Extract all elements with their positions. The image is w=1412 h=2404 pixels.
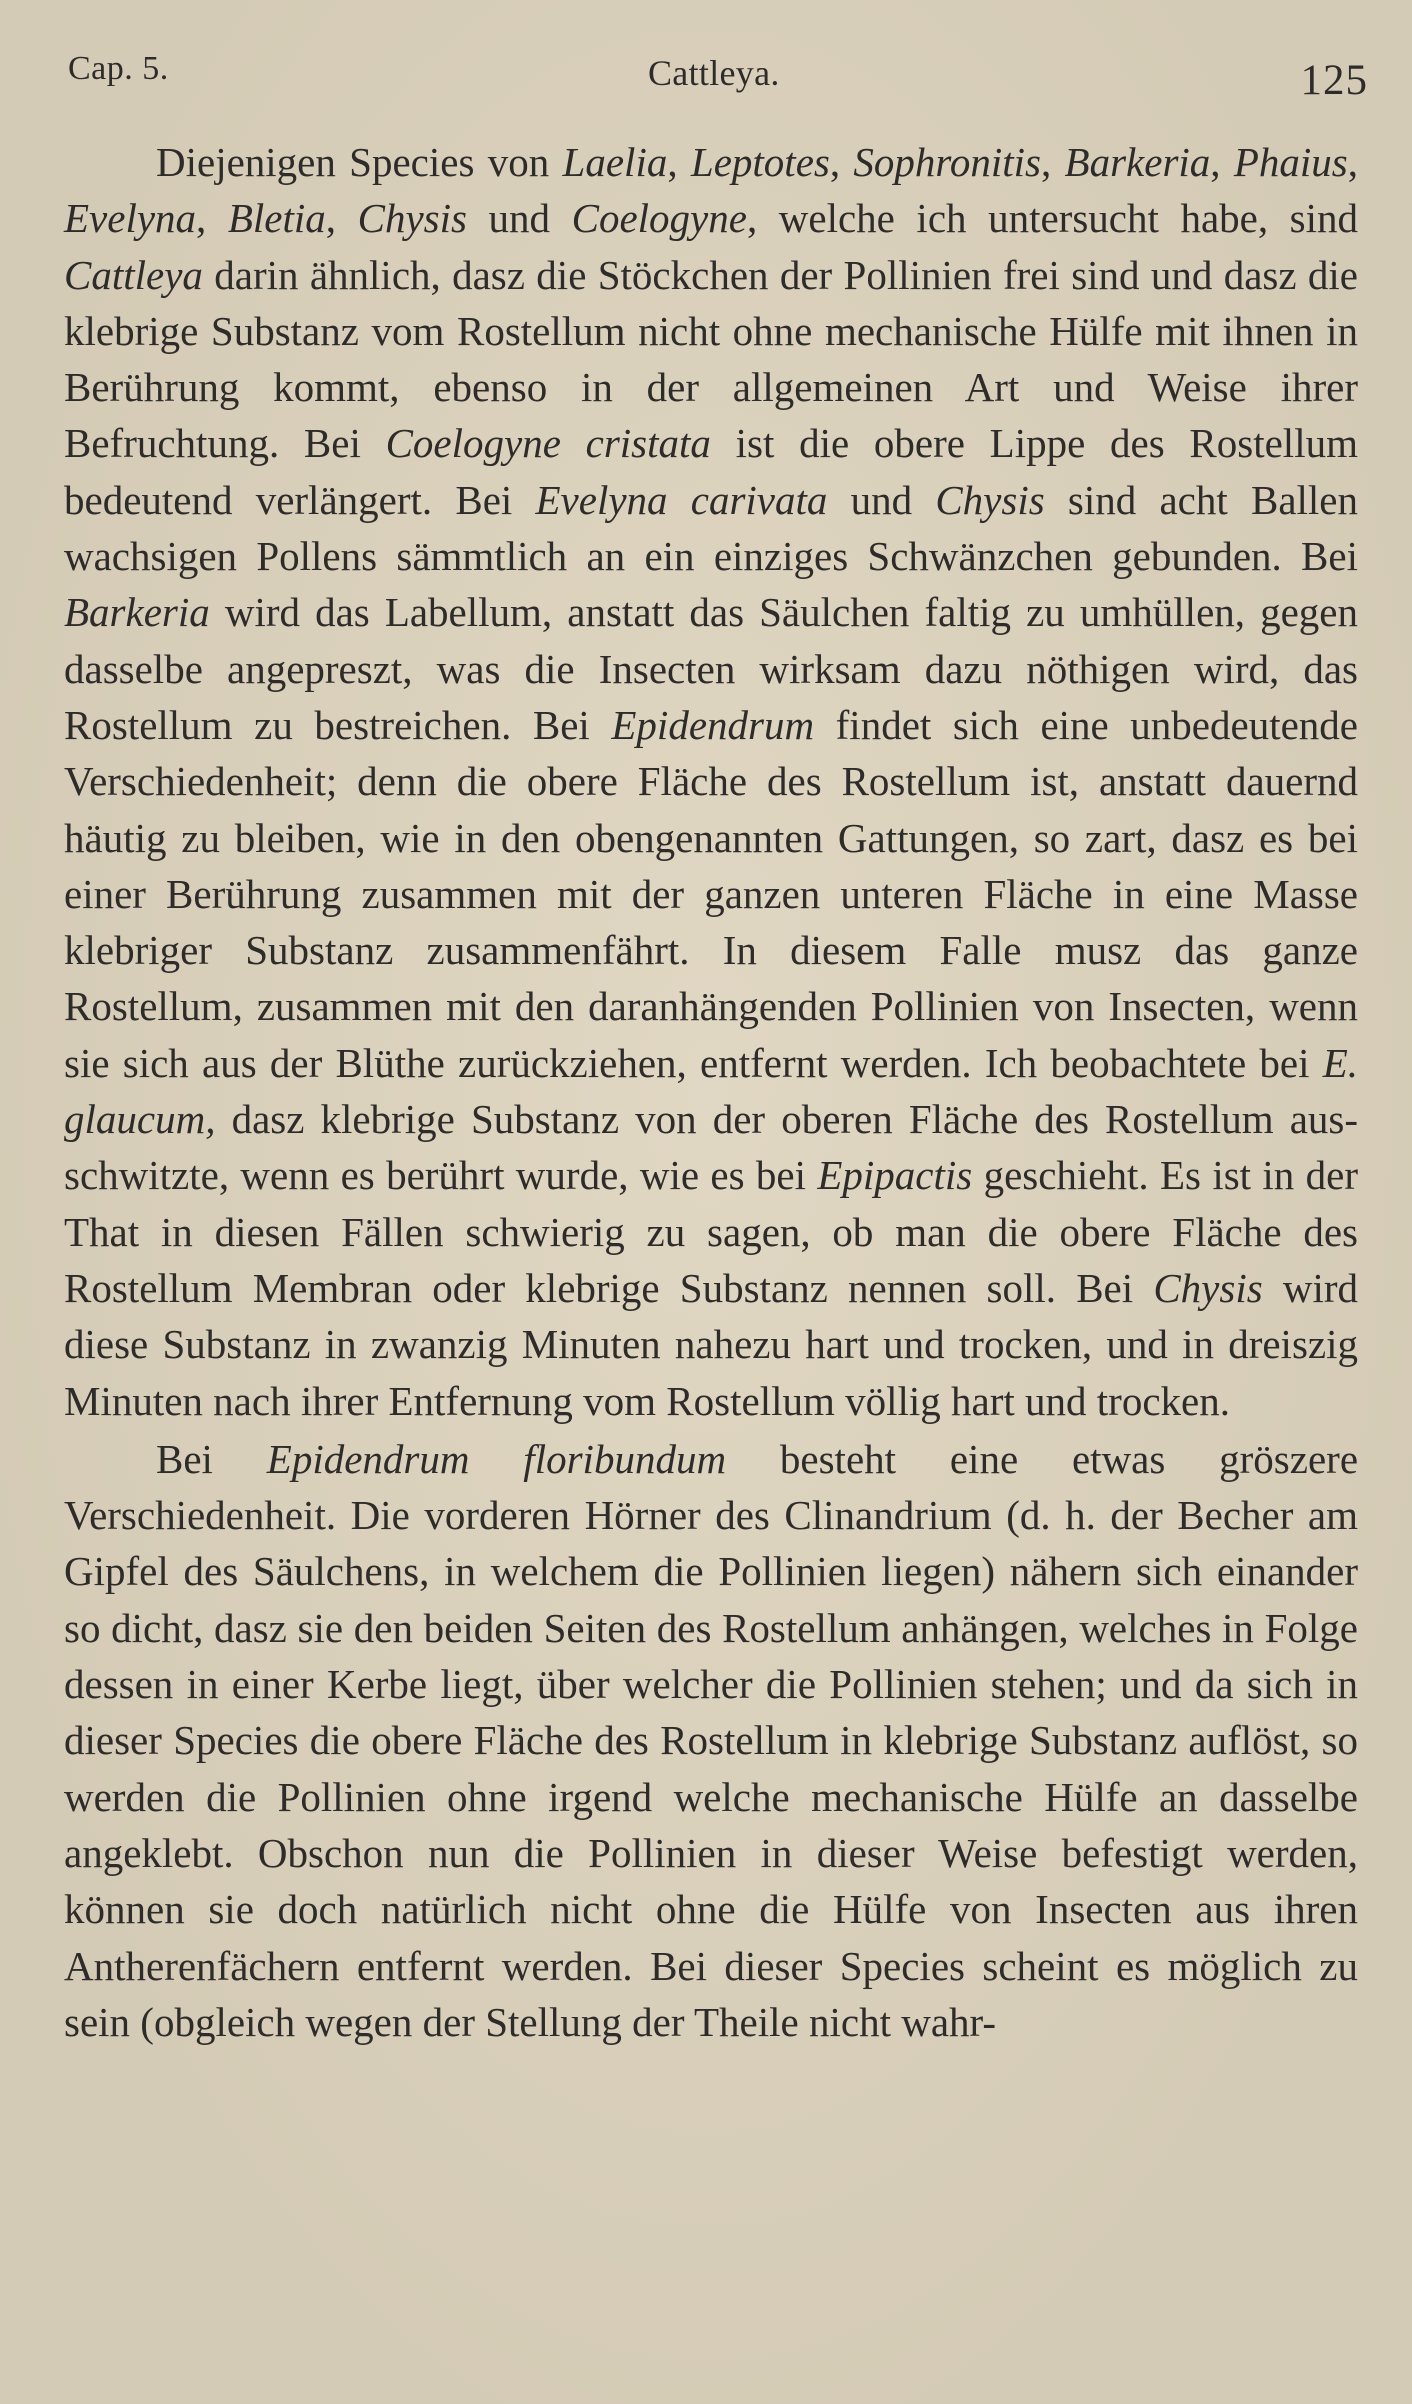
italic-term: Leptotes bbox=[690, 139, 830, 185]
text-run: , bbox=[829, 139, 854, 185]
text-run: findet sich eine unbedeutende Verschiedenheit; denn die obere Fläche des Rostellum ist, anstatt dauernd häutig zu bleiben, wie in den obengenannten Gattungen, so zart, dasz es bei einer Berührung zusammen mit der ganzen unteren Fläche in eine Masse klebriger Substanz zusammenfährt. In diesem Falle musz das ganze Rostellum, zusammen mit den daranhängenden Pollinien von Insecten, wenn sie sich aus der Blüthe zurückziehen, entfernt werden. Ich beobachtete bei bbox=[64, 701, 1358, 1086]
italic-term: Coelogyne bbox=[571, 195, 747, 242]
text-run: besteht eine etwas gröszere Verschiedenheit. Die vorderen Hörner des Clinandrium (d. h. der Becher am Gipfel des Säulchens, in welchem die Pollinien liegen) nähern sich einander so dicht, dasz sie den beiden Seiten des Rostellum anhängen, welches in Folge dessen in einer Kerbe liegt, über welcher die Pollinien stehen; und da sich in dieser Species die obere Fläche des Rostellum in klebrige Substanz auflöst, so werden die Pollinien ohne irgend welche mechanische Hülfe an dasselbe angeklebt. Obschon nun die Pollinien in dieser Weise befestigt werden, können sie doch natürlich nicht ohne die Hülfe von Insecten aus ihren Antherenfächern entfernt werden. Bei dieser Species scheint es möglich zu sein (obgleich wegen der Stellung der Theile nicht wahr- bbox=[64, 1435, 1359, 2045]
italic-term: Coelogyne cristata bbox=[385, 420, 711, 467]
body-text bbox=[64, 134, 1358, 2050]
chapter-label: Cap. 5. bbox=[68, 50, 169, 87]
text-run: geschieht. Es ist in der That in diesen Fällen schwierig zu sagen, ob man die obere Fläche des Rostellum Membran oder klebrige Substanz nennen soll. Bei bbox=[64, 1152, 1358, 1311]
text-run: und bbox=[827, 476, 936, 523]
paragraph-2 bbox=[64, 1431, 1358, 2050]
text-run: dasz klebrige Substanz von der oberen Fläche des Rostellum aus-schwitzte, wenn es berührt wurde, wie es bei bbox=[64, 1096, 1358, 1199]
italic-term: Chysis bbox=[1153, 1264, 1263, 1311]
italic-term: Bletia bbox=[227, 195, 326, 242]
italic-term: E. glaucum, bbox=[64, 1039, 1358, 1143]
text-run: wird das Labellum, anstatt das Säulchen faltig zu umhüllen, gegen dasselbe angepreszt, was die Insecten wirksam dazu nöthigen wird, das Rostellum zu bestreichen. Bei bbox=[64, 589, 1358, 748]
italic-term: Chysis bbox=[935, 476, 1045, 523]
text-run: und bbox=[466, 195, 572, 242]
italic-term: Barkeria bbox=[64, 589, 210, 636]
text-run: , bbox=[196, 195, 228, 242]
page-number: 125 bbox=[1300, 57, 1368, 104]
running-header bbox=[68, 44, 1368, 104]
italic-term: Cattleya bbox=[64, 251, 203, 298]
text-run: , welche ich untersucht habe, sind bbox=[746, 195, 1359, 242]
italic-term: Barkeria bbox=[1064, 139, 1211, 185]
italic-term: Epidendrum bbox=[611, 701, 815, 748]
italic-term: Evelyna carivata bbox=[535, 476, 828, 523]
text-run: , bbox=[1347, 139, 1359, 185]
italic-term: Evelyna bbox=[64, 195, 197, 242]
italic-term: Phaius bbox=[1233, 139, 1348, 185]
text-run: ist die obere Lippe des Rostellum bedeutend verlängert. Bei bbox=[64, 420, 1358, 523]
text-run: , bbox=[667, 139, 691, 185]
text-run: sind acht Ballen wachsigen Pollens sämmtlich an ein einziges Schwänzchen gebunden. Bei bbox=[64, 476, 1358, 580]
text-run: , bbox=[325, 195, 358, 242]
italic-term: Epipactis bbox=[817, 1152, 973, 1199]
text-run: wird diese Substanz in zwanzig Minuten nahezu hart und trocken, und in dreiszig Minuten nach ihrer Entfernung vom Rostellum völlig hart und trocken. bbox=[64, 1264, 1358, 1424]
running-title: Cattleya. bbox=[648, 53, 780, 93]
text-run: darin ähnlich, dasz die Stöckchen der Pollinien frei sind und dasz die klebrige Substanz vom Rostellum nicht ohne mechanische Hülfe mit ihnen in Berührung kommt, ebenso in der allgemeinen Art und Weise ihrer Befruchtung. Bei bbox=[64, 251, 1358, 467]
italic-term: Laelia bbox=[562, 139, 668, 185]
paragraph-1 bbox=[64, 134, 1358, 1429]
text-run: , bbox=[1210, 139, 1234, 185]
italic-term: Epidendrum floribundum bbox=[266, 1435, 727, 1482]
italic-term: Sophronitis bbox=[853, 139, 1041, 185]
italic-term: Chysis bbox=[357, 195, 467, 242]
text-run: , bbox=[1040, 139, 1065, 185]
text-run: Diejenigen Species von bbox=[156, 139, 563, 185]
text-run: Bei bbox=[156, 1435, 267, 1482]
